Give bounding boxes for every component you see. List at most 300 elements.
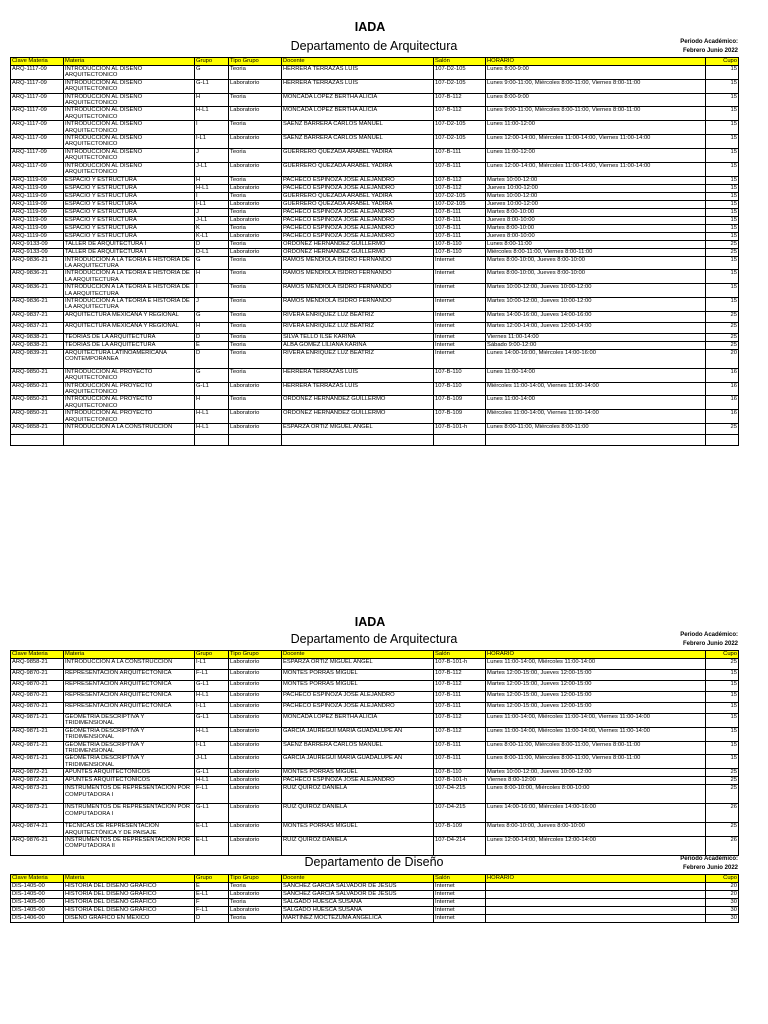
cell-clave-materia: ARQ-9837-21 [11,322,64,333]
cell-grupo: I-L1 [195,135,229,149]
table-row [11,232,739,240]
cell-grupo: E-L1 [195,837,229,856]
cell-horario: Lunes 11:00-14:00, Miércoles 11:00-14:00 [486,659,706,670]
header-tipo-grupo: Tipo Grupo [229,875,282,883]
cell-clave-materia: DIS-1405-00 [11,907,64,915]
cell-grupo: K-L1 [195,232,229,240]
cell-docente: ORDOÑEZ HERNANDEZ GUILLERMO [282,248,434,256]
cell-tipo-grupo: Laboratorio [229,382,282,396]
cell-clave-materia: ARQ-9850-21 [11,368,64,382]
cell-grupo: G [195,66,229,80]
cell-materia: INTRODUCCION AL DISEÑO ARQUITECTONICO [64,135,195,149]
header-horario: HORARIO [486,58,706,66]
cell-salon: 107-B-112 [434,107,486,121]
cell-horario: Martes 12:00-15:00, Jueves 12:00-15:00 [486,670,706,681]
cell-horario: Lunes 11:00-14:00 [486,396,706,410]
cell-tipo-grupo: Laboratorio [229,410,282,424]
header-clave-materia: Clave Materia [11,651,64,659]
schedule-table [10,650,739,856]
cell-materia: INTRODUCCION AL DISEÑO ARQUITECTONICO [64,79,195,93]
cell-tipo-grupo [229,435,282,446]
cell-salon: 107-D2-105 [434,66,486,80]
cell-grupo: I-L1 [195,659,229,670]
cell-cupo: 25 [706,659,739,670]
header-docente: Docente [282,651,434,659]
cell-horario [486,907,706,915]
cell-docente: MONTES PORRAS MIGUEL [282,823,434,837]
cell-docente: RIVERA ENRIQUEZ LUZ BEATRIZ [282,311,434,322]
cell-materia: REPRESENTACIÓN ARQUITECTÓNICA [64,703,195,714]
cell-tipo-grupo: Teoria [229,192,282,200]
cell-clave-materia: ARQ-9836-21 [11,256,64,270]
cell-grupo: G-L1 [195,769,229,777]
cell-cupo: 15 [706,162,739,176]
cell-materia: ESPACIO Y ESTRUCTURA [64,200,195,208]
cell-grupo: G-L1 [195,79,229,93]
cell-grupo: F [195,899,229,907]
cell-grupo: H-L1 [195,777,229,785]
cell-grupo: I [195,121,229,135]
cell-horario: Martes 8:00-10:00, Jueves 8:00-10:00 [486,256,706,270]
header-materia: Materia [64,58,195,66]
cell-docente: PACHECO ESPINOZA JOSE ALEJANDRO [282,184,434,192]
cell-horario: Martes 10:00-12:00 [486,176,706,184]
cell-tipo-grupo: Laboratorio [229,692,282,703]
cell-horario: Martes 14:00-16:00, Jueves 14:00-16:00 [486,311,706,322]
cell-grupo: G-L1 [195,681,229,692]
header-horario: HORARIO [486,875,706,883]
cell-docente: SILVA TELLO ILSE KARINA [282,333,434,341]
cell-materia: INSTRUMENTOS DE REPRESENTACIÓN POR COMPUTADORA II [64,837,195,856]
cell-cupo: 15 [706,79,739,93]
cell-grupo: H [195,93,229,107]
cell-tipo-grupo: Teoria [229,148,282,162]
cell-docente: SAENZ BARRERA CARLOS MANUEL [282,741,434,755]
cell-clave-materia: ARQ-9870-21 [11,692,64,703]
period-label: Periodo Académico: [680,632,738,638]
cell-horario: Lunes 14:00-16:00, Miércoles 14:00-16:00 [486,804,706,823]
cell-salon: Internet [434,311,486,322]
cell-tipo-grupo: Teoria [229,322,282,333]
cell-cupo: 15 [706,224,739,232]
table-row [11,915,739,923]
cell-tipo-grupo: Teoria [229,883,282,891]
table-row [11,121,739,135]
cell-salon: 107-B-112 [434,714,486,728]
cell-tipo-grupo: Teoria [229,341,282,349]
page-title: IADA [354,20,386,34]
cell-materia: INTRODUCCION AL PROYECTO ARQUITECTONICO [64,410,195,424]
cell-docente: ESPARZA ORTIZ MIGUEL ANGEL [282,424,434,435]
cell-materia: HISTORIA DEL DISEÑO GRAFICO [64,883,195,891]
table-row [11,240,739,248]
cell-horario: Jueves 8:00-10:00 [486,232,706,240]
cell-materia: ESPACIO Y ESTRUCTURA [64,232,195,240]
cell-horario [486,915,706,923]
cell-horario: Miércoles 11:00-14:00, Viernes 11:00-14:00 [486,382,706,396]
cell-cupo: 20 [706,891,739,899]
cell-horario: Jueves 8:00-10:00 [486,216,706,224]
cell-materia: ARQUITECTURA LATINOAMERICANA CONTEMPORANEA [64,349,195,368]
cell-clave-materia: ARQ-1117-09 [11,66,64,80]
cell-grupo: G [195,311,229,322]
cell-docente: PACHECO ESPINOZA JOSE ALEJANDRO [282,176,434,184]
header-cupo: Cupo [706,651,739,659]
cell-clave-materia: ARQ-9133-09 [11,240,64,248]
cell-salon: 107-D4-214 [434,837,486,856]
cell-clave-materia: ARQ-1117-09 [11,93,64,107]
table-row [11,256,739,270]
cell-grupo: F-L1 [195,785,229,804]
cell-grupo: H-L1 [195,184,229,192]
cell-horario: Lunes 12:00-14:00, Miércoles 12:00-14:00 [486,837,706,856]
cell-materia: INTRODUCCIÓN A LA CONSTRUCCIÓN [64,424,195,435]
cell-clave-materia: ARQ-1117-09 [11,135,64,149]
cell-cupo: 20 [706,883,739,891]
table-row [11,435,739,446]
table-row [11,270,739,284]
cell-tipo-grupo: Laboratorio [229,200,282,208]
cell-cupo: 16 [706,410,739,424]
cell-materia: ARQUITECTURA MEXICANA Y REGIONAL [64,322,195,333]
cell-clave-materia: ARQ-9837-21 [11,311,64,322]
cell-salon: Internet [434,297,486,311]
table-row [11,322,739,333]
table-row [11,333,739,341]
cell-clave-materia: ARQ-9850-21 [11,410,64,424]
table-row [11,148,739,162]
cell-horario: Lunes 8:00-9:00 [486,93,706,107]
cell-tipo-grupo: Teoria [229,311,282,322]
cell-grupo: E [195,883,229,891]
table-row [11,424,739,435]
cell-tipo-grupo: Laboratorio [229,135,282,149]
cell-tipo-grupo: Teoria [229,915,282,923]
cell-cupo: 15 [706,270,739,284]
cell-cupo: 15 [706,107,739,121]
cell-docente: PACHECO ESPINOZA JOSE ALEJANDRO [282,692,434,703]
cell-cupo: 25 [706,333,739,341]
cell-clave-materia: ARQ-1119-09 [11,176,64,184]
cell-materia: INTRODUCCION AL DISEÑO ARQUITECTONICO [64,93,195,107]
cell-salon: Internet [434,349,486,368]
cell-docente: SALGADO HUESCA SUSANA [282,907,434,915]
cell-tipo-grupo: Laboratorio [229,248,282,256]
cell-materia: INTRODUCCION A LA TEORIA E HISTORIA DE LA ARQUITECTURA [64,297,195,311]
cell-cupo: 25 [706,823,739,837]
cell-clave-materia: ARQ-1119-09 [11,208,64,216]
cell-grupo: H [195,396,229,410]
cell-horario: Martes 12:00-15:00, Jueves 12:00-15:00 [486,681,706,692]
cell-tipo-grupo: Laboratorio [229,107,282,121]
cell-grupo: H-L1 [195,107,229,121]
cell-tipo-grupo: Teoria [229,176,282,184]
cell-docente: MONTES PORRAS MIGUEL [282,769,434,777]
table-row [11,804,739,823]
cell-materia: TEORIAS DE LA ARQUITECTURA [64,341,195,349]
cell-materia: APUNTES ARQUITECTÓNICOS [64,769,195,777]
cell-horario: Miércoles 8:00-11:00, Viernes 8:00-11:00 [486,248,706,256]
cell-grupo: I-L1 [195,200,229,208]
cell-salon: 107-B-109 [434,410,486,424]
cell-salon: 107-B-111 [434,232,486,240]
table-row [11,769,739,777]
cell-horario: Martes 10:00-12:00, Jueves 10:00-12:00 [486,297,706,311]
table-row [11,907,739,915]
cell-salon: Internet [434,333,486,341]
cell-horario [486,883,706,891]
cell-clave-materia: DIS-1405-00 [11,891,64,899]
cell-salon: 107-B-101-h [434,659,486,670]
cell-clave-materia: ARQ-1119-09 [11,200,64,208]
header-docente: Docente [282,875,434,883]
table-row [11,107,739,121]
table-row [11,192,739,200]
cell-docente: ESPARZA ORTIZ MIGUEL ANGEL [282,659,434,670]
cell-docente: HERRERA TERRAZAS LUIS [282,79,434,93]
cell-clave-materia: ARQ-9870-21 [11,703,64,714]
cell-materia: INTRODUCCION AL PROYECTO ARQUITECTONICO [64,368,195,382]
cell-salon: 107-B-112 [434,727,486,741]
table-row [11,714,739,728]
cell-salon: Internet [434,899,486,907]
cell-salon: 107-B-112 [434,184,486,192]
cell-docente: HERRERA TERRAZAS LUIS [282,66,434,80]
cell-clave-materia: ARQ-9850-21 [11,382,64,396]
cell-cupo: 15 [706,176,739,184]
cell-horario: Martes 8:00-10:00 [486,208,706,216]
cell-horario [486,899,706,907]
header-grupo: Grupo [195,875,229,883]
cell-clave-materia: DIS-1405-00 [11,883,64,891]
cell-materia: ESPACIO Y ESTRUCTURA [64,192,195,200]
cell-tipo-grupo: Teoria [229,368,282,382]
cell-materia: ESPACIO Y ESTRUCTURA [64,224,195,232]
cell-materia: INSTRUMENTOS DE REPRESENTACIÓN POR COMPUTADORA I [64,785,195,804]
cell-salon: Internet [434,883,486,891]
cell-horario: Lunes 8:00-9:00 [486,66,706,80]
cell-cupo: 16 [706,396,739,410]
cell-clave-materia: ARQ-9838-21 [11,333,64,341]
cell-grupo: D [195,333,229,341]
cell-grupo: I-L1 [195,741,229,755]
table-row [11,341,739,349]
cell-tipo-grupo: Laboratorio [229,727,282,741]
header-horario: HORARIO [486,651,706,659]
cell-grupo: J [195,297,229,311]
cell-tipo-grupo: Teoria [229,240,282,248]
cell-cupo: 25 [706,311,739,322]
cell-horario [486,435,706,446]
cell-materia: GEOMETRIA DESCRIPTIVA Y TRIDIMENSIONAL [64,741,195,755]
cell-cupo: 20 [706,349,739,368]
cell-tipo-grupo: Laboratorio [229,232,282,240]
cell-tipo-grupo: Laboratorio [229,823,282,837]
cell-tipo-grupo: Teoria [229,270,282,284]
table-row [11,692,739,703]
cell-materia: TALLER DE ARQUITECTURA I [64,248,195,256]
cell-tipo-grupo: Laboratorio [229,769,282,777]
cell-grupo: G-L1 [195,714,229,728]
cell-grupo: H-L1 [195,424,229,435]
cell-tipo-grupo: Teoria [229,224,282,232]
table-row [11,79,739,93]
table-row [11,248,739,256]
cell-cupo: 15 [706,121,739,135]
cell-salon: 107-B-112 [434,670,486,681]
cell-tipo-grupo: Teoria [229,349,282,368]
cell-cupo: 15 [706,135,739,149]
cell-salon: 107-B-112 [434,681,486,692]
cell-horario: Martes 8:00-10:00 [486,224,706,232]
cell-clave-materia: ARQ-1119-09 [11,192,64,200]
cell-grupo: H-L1 [195,727,229,741]
cell-clave-materia: ARQ-9839-21 [11,349,64,368]
cell-docente: GARCIA JAUREGUI MARIA GUADALUPE AN [282,727,434,741]
cell-horario: Lunes 8:00-10:00, Miércoles 8:00-10:00 [486,785,706,804]
table-row [11,208,739,216]
cell-docente: ORDOÑEZ HERNANDEZ GUILLERMO [282,240,434,248]
cell-tipo-grupo: Teoria [229,333,282,341]
cell-clave-materia: ARQ-9873-21 [11,785,64,804]
cell-tipo-grupo: Laboratorio [229,907,282,915]
cell-cupo: 15 [706,703,739,714]
cell-grupo: D-L1 [195,248,229,256]
cell-horario: Lunes 9:00-11:00, Miércoles 8:00-11:00, Viernes 8:00-11:00 [486,79,706,93]
table-row [11,224,739,232]
cell-cupo: 15 [706,284,739,298]
cell-salon: 107-B-110 [434,382,486,396]
cell-docente: RUIZ QUIROZ DANIELA [282,837,434,856]
cell-salon: Internet [434,322,486,333]
cell-docente: GARCIA JAUREGUI MARIA GUADALUPE AN [282,755,434,769]
cell-clave-materia: ARQ-9133-09 [11,248,64,256]
cell-horario: Lunes 8:00-11:00 [486,240,706,248]
cell-cupo: 15 [706,741,739,755]
cell-grupo: J [195,208,229,216]
cell-cupo: 15 [706,192,739,200]
cell-materia: INTRODUCCION A LA TEORIA E HISTORIA DE LA ARQUITECTURA [64,270,195,284]
cell-materia: DISEÑO GRAFICO EN MEXICO [64,915,195,923]
cell-docente: MONCADA LOPEZ BERTHA ALICIA [282,107,434,121]
cell-cupo: 15 [706,692,739,703]
cell-cupo: 15 [706,681,739,692]
cell-clave-materia: ARQ-1117-09 [11,148,64,162]
cell-salon: Internet [434,341,486,349]
cell-grupo: I [195,192,229,200]
cell-materia: ESPACIO Y ESTRUCTURA [64,184,195,192]
cell-materia: TEORIAS DE LA ARQUITECTURA [64,333,195,341]
cell-salon: 107-B-111 [434,741,486,755]
cell-grupo: D [195,915,229,923]
cell-salon: 107-B-109 [434,396,486,410]
cell-cupo: 25 [706,769,739,777]
cell-horario: Lunes 11:00-14:00 [486,368,706,382]
table-row [11,837,739,856]
table-row [11,297,739,311]
table-row [11,785,739,804]
header-salon: Salón [434,651,486,659]
table-row [11,899,739,907]
cell-salon: 107-B-110 [434,240,486,248]
cell-docente: RUIZ QUIROZ DANIELA [282,785,434,804]
cell-cupo: 15 [706,727,739,741]
cell-materia: ARQUITECTURA MEXICANA Y REGIONAL [64,311,195,322]
cell-clave-materia: ARQ-9872-21 [11,769,64,777]
table-row [11,349,739,368]
cell-docente: RIVERA ENRIQUEZ LUZ BEATRIZ [282,322,434,333]
cell-docente: SAENZ BARRERA CARLOS MANUEL [282,135,434,149]
cell-clave-materia: ARQ-9871-21 [11,755,64,769]
schedule-table [10,57,739,446]
cell-tipo-grupo: Laboratorio [229,659,282,670]
cell-horario: Viernes 11:00-14:00 [486,333,706,341]
table-row [11,659,739,670]
cell-salon: Internet [434,907,486,915]
header-cupo: Cupo [706,58,739,66]
cell-horario: Jueves 10:00-12:00 [486,200,706,208]
cell-horario: Lunes 8:00-11:00, Miércoles 8:00-11:00, Viernes 8:00-11:00 [486,741,706,755]
cell-docente: PACHECO ESPINOZA JOSE ALEJANDRO [282,703,434,714]
cell-grupo: E-L1 [195,891,229,899]
table-row [11,670,739,681]
cell-horario: Jueves 10:00-12:00 [486,184,706,192]
cell-grupo: H-L1 [195,410,229,424]
cell-salon: Internet [434,891,486,899]
cell-cupo: 25 [706,785,739,804]
cell-cupo [706,435,739,446]
table-row [11,162,739,176]
cell-tipo-grupo: Laboratorio [229,670,282,681]
cell-grupo: G [195,368,229,382]
cell-clave-materia: ARQ-1117-09 [11,107,64,121]
cell-salon: 107-B-111 [434,208,486,216]
cell-salon: 107-B-101-h [434,777,486,785]
department-title: Departamento de Arquitectura [290,39,458,53]
cell-docente: GUERRERO QUEZADA ARABEL YADIRA [282,148,434,162]
cell-clave-materia: DIS-1406-00 [11,915,64,923]
cell-salon: 107-B-110 [434,769,486,777]
cell-grupo: J [195,148,229,162]
cell-grupo: J-L1 [195,162,229,176]
period-value: Febrero Junio 2022 [682,640,738,647]
cell-materia: HISTORIA DEL DISEÑO GRAFICO [64,899,195,907]
cell-horario [486,891,706,899]
cell-docente: GUERRERO QUEZADA ARABEL YADIRA [282,192,434,200]
cell-clave-materia: ARQ-9836-21 [11,297,64,311]
table-row [11,93,739,107]
cell-cupo: 15 [706,714,739,728]
table-row [11,284,739,298]
cell-materia: INTRODUCCION A LA TEORIA E HISTORIA DE LA ARQUITECTURA [64,284,195,298]
header-salon: Salón [434,875,486,883]
cell-docente: RAMOS MENDIOLA ISIDRO FERNANDO [282,256,434,270]
table-row [11,823,739,837]
cell-cupo: 16 [706,382,739,396]
cell-materia: ESPACIO Y ESTRUCTURA [64,176,195,184]
header-tipo-grupo: Tipo Grupo [229,651,282,659]
cell-clave-materia: ARQ-9858-21 [11,659,64,670]
cell-docente: ORDOÑEZ HERNANDEZ GUILLERMO [282,396,434,410]
cell-grupo [195,435,229,446]
cell-salon: Internet [434,284,486,298]
cell-horario: Martes 8:00-10:00, Jueves 8:00-10:00 [486,823,706,837]
cell-docente: MONCADA LOPEZ BERTHA ALICIA [282,93,434,107]
cell-tipo-grupo: Laboratorio [229,184,282,192]
cell-salon [434,435,486,446]
cell-docente: MONTES PORRAS MIGUEL [282,670,434,681]
cell-tipo-grupo: Laboratorio [229,741,282,755]
